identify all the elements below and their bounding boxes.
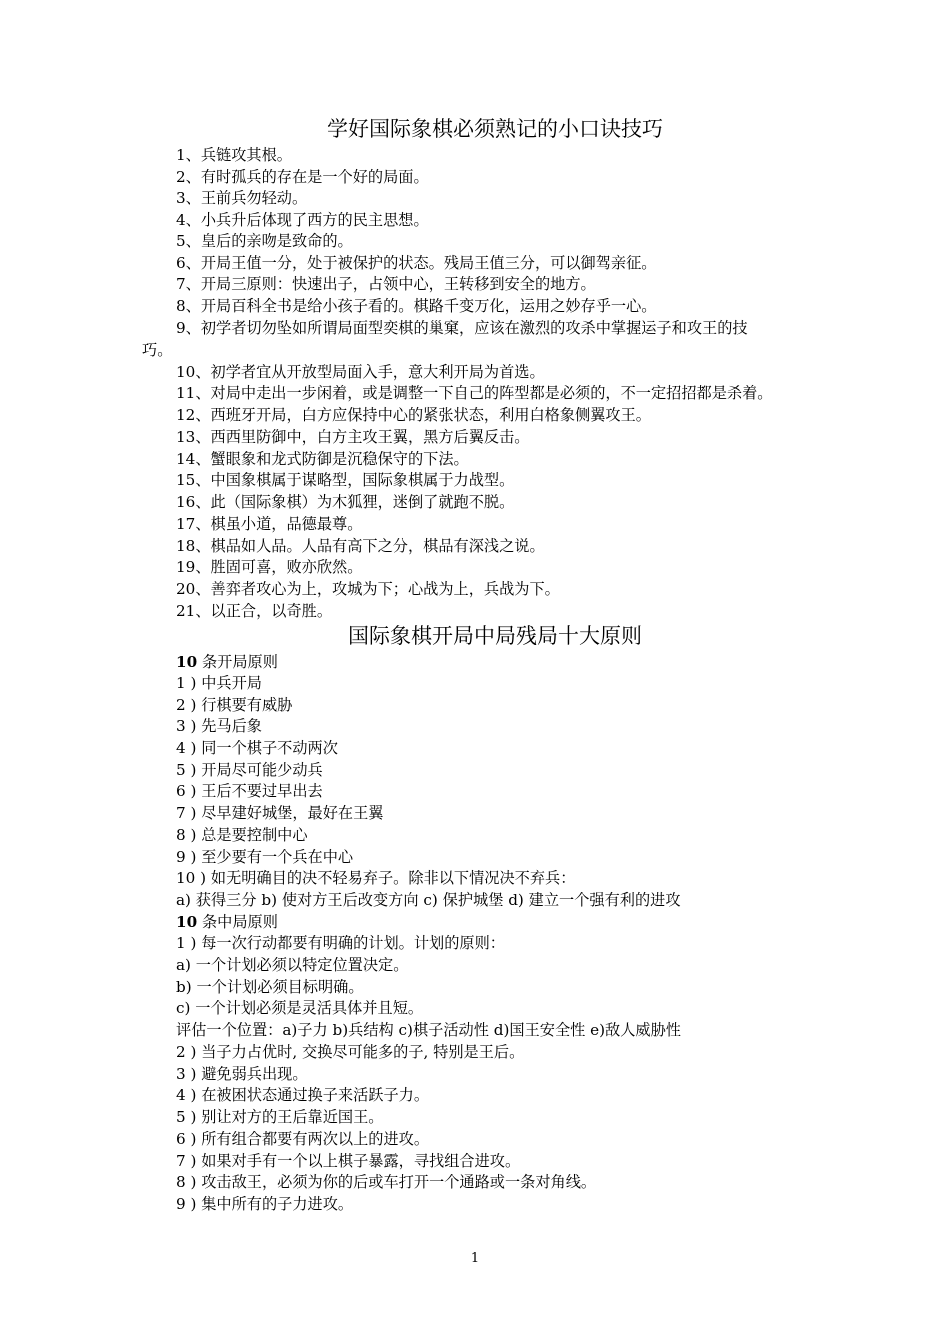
list-item: c) 一个计划必须是灵活具体并且短。 — [176, 999, 424, 1017]
list-item: 14、蟹眼象和龙式防御是沉稳保守的下法。 — [176, 450, 469, 468]
list-item: 7、开局三原则：快速出子，占领中心，王转移到安全的地方。 — [176, 275, 596, 293]
list-item: 6、开局王值一分，处于被保护的状态。残局王值三分，可以御驾亲征。 — [176, 254, 657, 272]
list-item: 16、此（国际象棋）为木狐狸，迷倒了就跑不脱。 — [176, 493, 515, 511]
list-item: 5 ) 别让对方的王后靠近国王。 — [176, 1108, 384, 1126]
list-item: 18、棋品如人品。人品有高下之分，棋品有深浅之说。 — [176, 537, 545, 555]
list-item: 3 ) 避免弱兵出现。 — [176, 1065, 308, 1083]
list-item: 11、对局中走出一步闲着，或是调整一下自己的阵型都是必须的，不一定招招都是杀着。 — [176, 384, 773, 402]
list-item: 6 ) 所有组合都要有两次以上的进攻。 — [176, 1130, 430, 1148]
list-item: b) 一个计划必须目标明确。 — [176, 978, 364, 996]
list-item-continuation: 巧。 — [142, 341, 173, 359]
list-item: 8 ) 攻击敌王，必须为你的后或车打开一个通路或一条对角线。 — [176, 1173, 597, 1191]
list-item: 评估一个位置：a)子力 b)兵结构 c)棋子活动性 d)国王安全性 e)敌人威胁性 — [176, 1021, 681, 1039]
list-item: 13、西西里防御中，白方主攻王翼，黑方后翼反击。 — [176, 428, 530, 446]
section-heading — [176, 911, 278, 933]
list-item: 15、中国象棋属于谋略型，国际象棋属于力战型。 — [176, 471, 515, 489]
heading-text: 条中局原则 — [197, 913, 278, 931]
list-item: 2 ) 当子力占优时, 交换尽可能多的子, 特别是王后。 — [176, 1043, 525, 1061]
list-item: 4、小兵升后体现了西方的民主思想。 — [176, 211, 429, 229]
list-item: a) 一个计划必须以特定位置决定。 — [176, 956, 409, 974]
page-number: 1 — [470, 1251, 480, 1266]
list-item: 3 ) 先马后象 — [176, 717, 262, 735]
heading-number: 10 — [176, 913, 198, 931]
heading-number: 10 — [176, 653, 198, 671]
list-item: 4 ) 同一个棋子不动两次 — [176, 739, 338, 757]
list-item: 19、胜固可喜，败亦欣然。 — [176, 558, 363, 576]
list-item: 8、开局百科全书是给小孩子看的。棋路千变万化，运用之妙存乎一心。 — [176, 297, 657, 315]
list-item: 7 ) 尽早建好城堡，最好在王翼 — [176, 804, 384, 822]
list-item: 4 ) 在被困状态通过换子来活跃子力。 — [176, 1086, 430, 1104]
list-item: 21、以正合，以奇胜。 — [176, 602, 333, 620]
document-title: 学好国际象棋必须熟记的小口诀技巧 — [327, 117, 663, 141]
list-item: 1、兵链攻其根。 — [176, 146, 292, 164]
list-item: a) 获得三分 b) 使对方王后改变方向 c) 保护城堡 d) 建立一个强有利的进攻 — [176, 891, 681, 909]
section-title: 国际象棋开局中局残局十大原则 — [348, 624, 642, 648]
list-item: 1 ) 中兵开局 — [176, 674, 262, 692]
list-item: 6 ) 王后不要过早出去 — [176, 782, 323, 800]
list-item: 2、有时孤兵的存在是一个好的局面。 — [176, 168, 429, 186]
list-item: 3、王前兵勿轻动。 — [176, 189, 308, 207]
list-item: 9、初学者切勿坠如所谓局面型奕棋的巢窠，应该在激烈的攻杀中掌握运子和攻王的技 — [176, 319, 748, 337]
list-item: 12、西班牙开局，白方应保持中心的紧张状态，利用白格象侧翼攻王。 — [176, 406, 651, 424]
list-item: 17、棋虽小道，品德最尊。 — [176, 515, 363, 533]
heading-text: 条开局原则 — [197, 653, 278, 671]
list-item: 8 ) 总是要控制中心 — [176, 826, 308, 844]
list-item: 10 ) 如无明确目的决不轻易弃子。除非以下情况决不弃兵： — [176, 869, 576, 887]
list-item: 5、皇后的亲吻是致命的。 — [176, 232, 353, 250]
list-item: 5 ) 开局尽可能少动兵 — [176, 761, 323, 779]
list-item: 1 ) 每一次行动都要有明确的计划。计划的原则： — [176, 934, 505, 952]
list-item: 7 ) 如果对手有一个以上棋子暴露，寻找组合进攻。 — [176, 1152, 521, 1170]
list-item: 10、初学者宜从开放型局面入手，意大利开局为首选。 — [176, 363, 545, 381]
list-item: 20、善弈者攻心为上，攻城为下；心战为上，兵战为下。 — [176, 580, 560, 598]
list-item: 9 ) 集中所有的子力进攻。 — [176, 1195, 354, 1213]
list-item: 9 ) 至少要有一个兵在中心 — [176, 848, 354, 866]
list-item: 2 ) 行棋要有威胁 — [176, 696, 293, 714]
section-heading — [176, 651, 278, 673]
